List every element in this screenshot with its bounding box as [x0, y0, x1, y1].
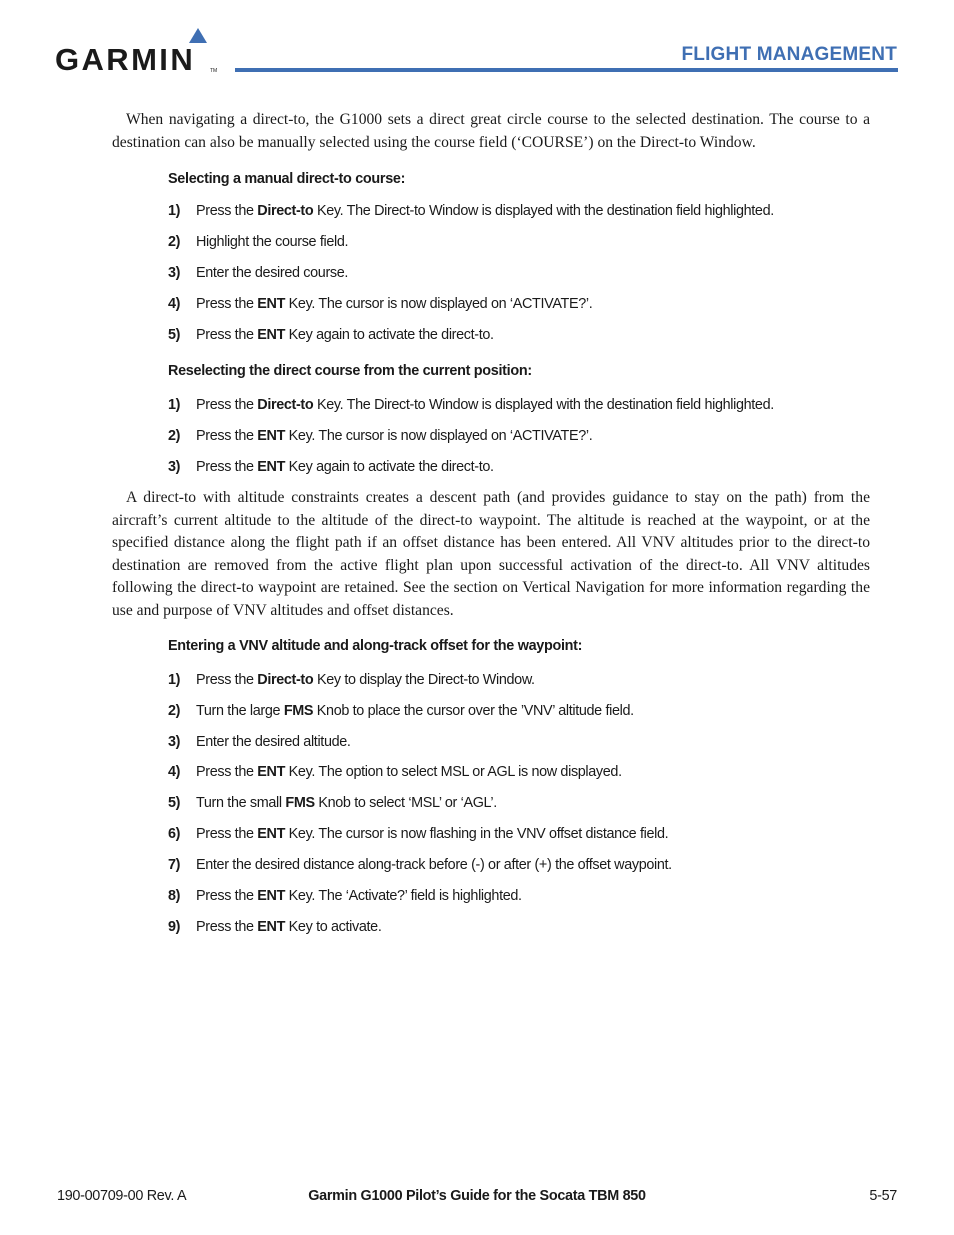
procedure-heading: Reselecting the direct course from the current position: [168, 363, 532, 379]
footer-page-number: 5-57 [869, 1188, 897, 1204]
svg-text:GARMIN: GARMIN [55, 42, 196, 76]
header-rule [235, 68, 898, 72]
footer-doc-number: 190-00709-00 Rev. A [57, 1188, 187, 1204]
vnv-paragraph: A direct-to with altitude constraints creates a descent path (and provides guidance to stay on the path) from the aircraft’s current altitude to the altitude of the direct-to waypoint. The altitude is reached at the waypoint, or at the specified distance along the flight path if an offset distance has been entered. All VNV altitudes prior to the direct-to destination are removed from the active flight plan upon successful activation of the direct-to. All VNV altitudes following the direct-to waypoint are retained. See the section on Vertical Navigation for more information regarding the use and purpose of VNV altitudes and offset distances. [112, 489, 870, 619]
procedure-heading: Selecting a manual direct-to course: [168, 171, 406, 187]
intro-paragraph: When navigating a direct-to, the G1000 sets a direct great circle course to the selected destination. The course to a destination can also be manually selected using the course field (‘COURSE’) on the Direct-to Window. [112, 111, 870, 151]
footer-title: Garmin G1000 Pilot’s Guide for the Socata TBM 850 [308, 1188, 646, 1204]
section-title: FLIGHT MANAGEMENT [681, 44, 897, 65]
garmin-logo [55, 26, 220, 76]
procedure-heading: Entering a VNV altitude and along-track offset for the waypoint: [168, 638, 583, 654]
svg-text:TM: TM [210, 68, 218, 74]
